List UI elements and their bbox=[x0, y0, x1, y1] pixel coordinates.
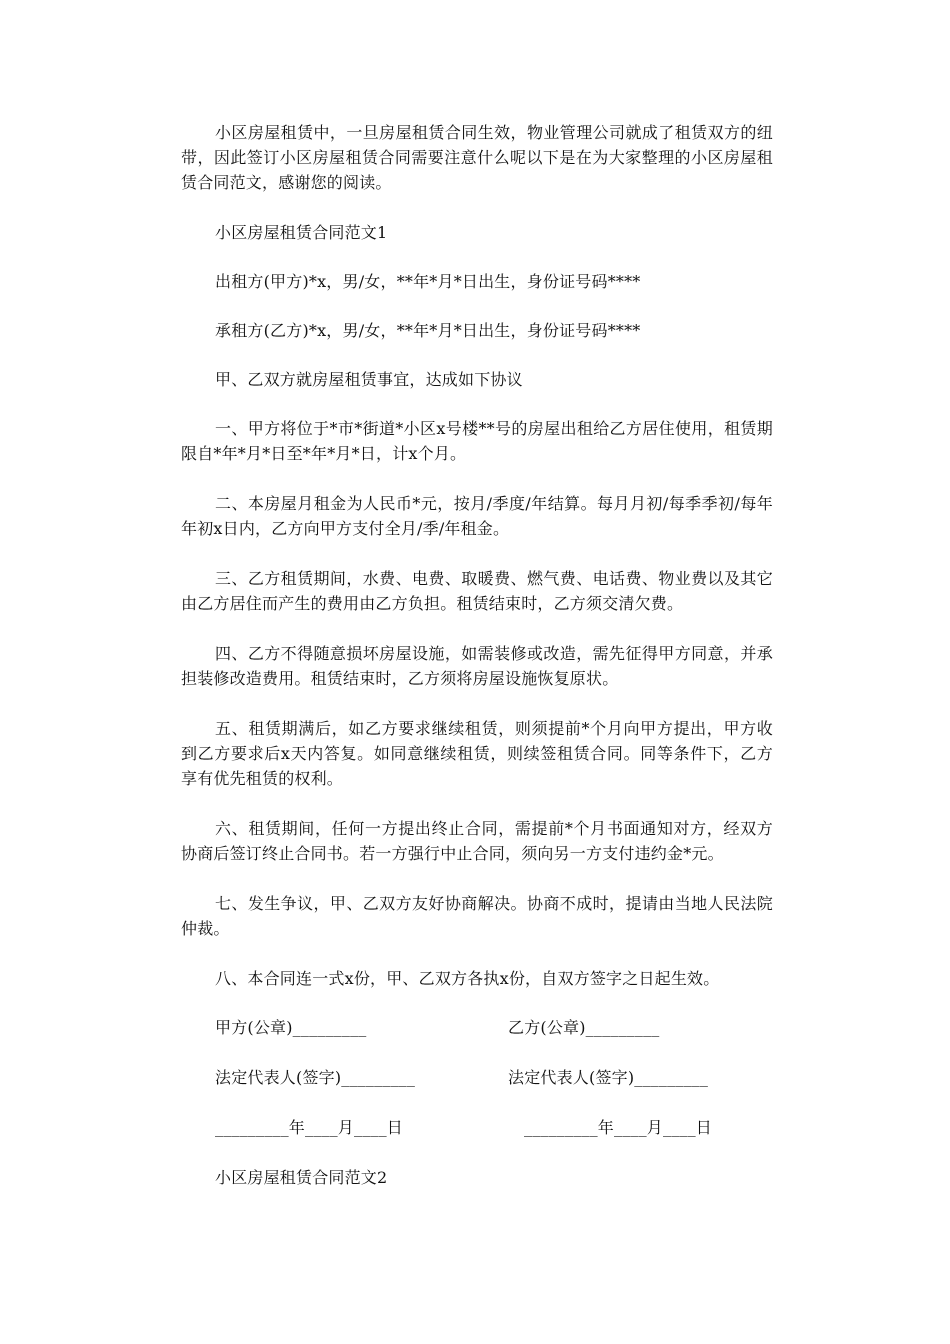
party-a-seal: 甲方(公章)_________ bbox=[215, 1018, 367, 1037]
clause-3: 三、乙方租赁期间，水费、电费、取暖费、燃气费、电话费、物业费以及其它由乙方居住而产生的费用由乙方负担。租赁结束时，乙方须交清欠费。 bbox=[181, 569, 773, 613]
clause-6: 六、租赁期间，任何一方提出终止合同，需提前*个月书面通知对方，经双方协商后签订终止合同书。若一方强行中止合同，须向另一方支付违约金*元。 bbox=[181, 819, 773, 863]
party-a-date: _________年____月____日 bbox=[215, 1118, 404, 1137]
clause-8: 八、本合同连一式x份，甲、乙双方各执x份，自双方签字之日起生效。 bbox=[215, 969, 720, 988]
clause-1: 一、甲方将位于*市*街道*小区x号楼**号的房屋出租给乙方居住使用，租赁期限自*年*月*日至*年*月*日，计x个月。 bbox=[181, 419, 773, 463]
representative-row bbox=[181, 1065, 773, 1090]
party-a-representative: 法定代表人(签字)_________ bbox=[215, 1068, 416, 1087]
section-heading: 小区房屋租赁合同范文1 bbox=[215, 223, 388, 242]
document-body bbox=[181, 120, 773, 1214]
section-heading-2: 小区房屋租赁合同范文2 bbox=[215, 1168, 388, 1187]
party-b-representative: 法定代表人(签字)_________ bbox=[508, 1068, 709, 1087]
lessee-info: 承租方(乙方)*x，男/女，**年*月*日出生，身份证号码**** bbox=[215, 321, 641, 340]
agreement-intro: 甲、乙双方就房屋租赁事宜，达成如下协议 bbox=[215, 370, 523, 389]
clause-5: 五、租赁期满后，如乙方要求继续租赁，则须提前*个月向甲方提出，甲方收到乙方要求后x天内答复。如同意继续租赁，则续签租赁合同。同等条件下，乙方享有优先租赁的权利。 bbox=[181, 719, 773, 788]
seal-row bbox=[181, 1015, 773, 1040]
intro-paragraph: 小区房屋租赁中，一旦房屋租赁合同生效，物业管理公司就成了租赁双方的纽带，因此签订小区房屋租赁合同需要注意什么呢以下是在为大家整理的小区房屋租赁合同范文，感谢您的阅读。 bbox=[181, 123, 773, 192]
party-b-seal: 乙方(公章)_________ bbox=[508, 1018, 660, 1037]
lessor-info: 出租方(甲方)*x，男/女，**年*月*日出生，身份证号码**** bbox=[215, 272, 641, 291]
clause-2: 二、本房屋月租金为人民币*元，按月/季度/年结算。每月月初/每季季初/每年年初x日内，乙方向甲方支付全月/季/年租金。 bbox=[181, 494, 773, 538]
party-b-date: _________年____月____日 bbox=[524, 1118, 713, 1137]
clause-7: 七、发生争议，甲、乙双方友好协商解决。协商不成时，提请由当地人民法院仲裁。 bbox=[181, 894, 773, 938]
date-row bbox=[181, 1115, 773, 1140]
clause-4: 四、乙方不得随意损坏房屋设施，如需装修或改造，需先征得甲方同意，并承担装修改造费用。租赁结束时，乙方须将房屋设施恢复原状。 bbox=[181, 644, 773, 688]
